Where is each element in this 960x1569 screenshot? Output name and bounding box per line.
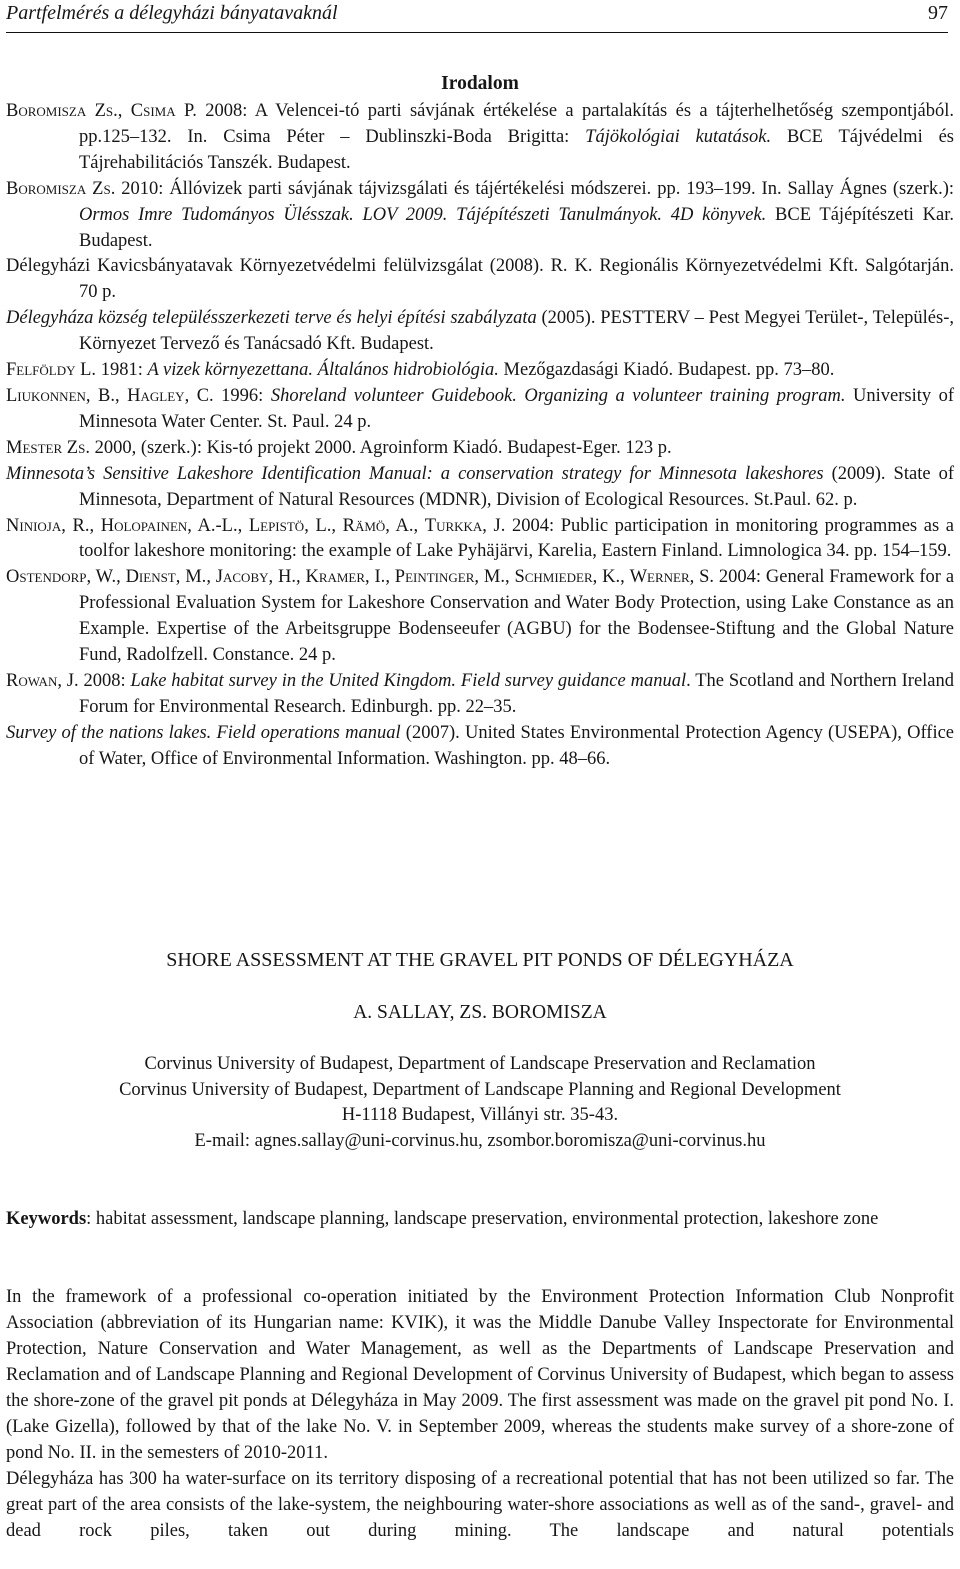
reference-text: , — [620, 567, 630, 588]
reference-text: 2004: General Framework for a Professional Evaluation System for Lakeshore Conservation and Water Body Protection, using Lake Constance as an Example. Expertise of the Arbeitsgruppe Bodenseeufer (AGBU) for the Bodensee-Stiftung and the Global Nature Fund, Radolfzell. Constance. 24 p. — [79, 567, 955, 666]
reference-entry — [6, 514, 954, 566]
running-title: Partfelmérés a délegyházi bányatavaknál — [6, 2, 338, 24]
keywords-text: : habitat assessment, landscape planning, landscape preservation, environmental protection, lakeshore zone — [86, 1209, 879, 1229]
reference-text: , — [89, 515, 101, 536]
reference-italic: Tájökológiai kutatások. — [585, 126, 772, 147]
reference-author: Rämö, A. — [342, 515, 414, 536]
reference-text: 2008: A Velencei-tó parti sávjának értékelése a partalakítás és a tájterhelhetőség szempontjából. pp.125–132. In. Csima Péter – Dublinszki-Boda Brigitta: — [79, 101, 954, 147]
reference-text: 1996: — [213, 385, 271, 406]
reference-text: 2004: Public participation in monitoring programmes as a toolfor lakeshore monitoring: the example of Lake Pyhäjärvi, Karelia, Eastern Finland. Limnologica 34. pp. 154–159. — [79, 515, 954, 562]
reference-entry — [6, 254, 954, 306]
affiliation-block — [0, 1052, 960, 1154]
reference-text: 2008: — [78, 670, 131, 691]
affiliation-1: Corvinus University of Budapest, Department of Landscape Preservation and Reclamation — [144, 1054, 816, 1074]
reference-author: Felföldy L. — [6, 360, 97, 381]
reference-text: , — [206, 567, 216, 588]
reference-entry — [6, 565, 954, 669]
reference-italic: Délegyháza község településszerkezeti terve és helyi építési szabályzata — [6, 308, 537, 329]
reference-entry — [6, 462, 954, 514]
reference-author: Ostendorp, W. — [6, 567, 117, 588]
reference-author: Boromisza Zs. — [6, 101, 118, 121]
reference-italic: Survey of the nations lakes. Field operations manual — [6, 722, 401, 743]
keywords-label: Keywords — [6, 1209, 87, 1229]
reference-entry — [6, 306, 954, 358]
abstract-paragraph-2: Délegyháza has 300 ha water-surface on its territory disposing of a recreational potential that has not been utilized so far. The great part of the area consists of the lake-system, the neighbouring water-shore associations as well as of the sand-, gravel- and dead rock piles, taken out during mining. The landscape and natural potentials — [6, 1469, 954, 1541]
reference-text: . The Scotland and Northern Ireland Forum for Environmental Research. Edinburgh. pp. 22–35. — [79, 670, 955, 717]
english-authors: A. SALLAY, ZS. BOROMISZA — [353, 1002, 607, 1023]
reference-text: , — [295, 567, 306, 588]
reference-author: Peintinger, M. — [394, 567, 505, 588]
reference-text: Mezőgazdasági Kiadó. Budapest. pp. 73–80. — [498, 360, 835, 381]
abstract — [6, 1284, 954, 1544]
reference-author: Werner, S. — [629, 567, 715, 588]
reference-text: , — [115, 385, 128, 406]
reference-entry — [6, 669, 954, 721]
reference-author: Kramer, I. — [305, 567, 386, 588]
reference-text: Délegyházi Kavicsbányatavak Környezetvédelmi felülvizsgálat (2008). R. K. Regionális Környezetvédelmi Kft. Salgótarján. 70 p. — [6, 256, 954, 303]
reference-text: , — [413, 515, 425, 536]
email: E-mail: agnes.sallay@uni-corvinus.hu, zsombor.boromisza@uni-corvinus.hu — [194, 1130, 766, 1151]
reference-author: Turkka, J. — [424, 515, 506, 536]
reference-italic: Minnesota’s Sensitive Lakeshore Identification Manual: a conservation strategy for Minnesota lakeshores — [6, 463, 824, 484]
reference-text: University of Minnesota Water Center. St. Paul. 24 p. — [79, 385, 955, 432]
reference-text: 2010: Állóvizek parti sávjának tájvizsgálati és tájértékelési módszerei. pp. 193–199. In. Sallay Ágnes (szerk.): — [115, 178, 954, 199]
reference-text: , — [331, 515, 343, 536]
reference-text: , — [504, 567, 515, 588]
reference-text: , — [116, 567, 126, 588]
reference-entry — [6, 358, 954, 384]
reference-list — [6, 99, 954, 773]
reference-author: Schmieder, K. — [514, 567, 621, 588]
reference-italic: Ormos Imre Tudományos Ülésszak. LOV 2009. Tájépítészeti Tanulmányok. 4D könyvek. — [79, 204, 767, 225]
english-title: SHORE ASSESSMENT AT THE GRAVEL PIT PONDS OF DÉLEGYHÁZA — [166, 949, 794, 971]
reference-entry — [6, 436, 954, 462]
reference-author: Csima P. — [130, 101, 197, 121]
reference-italic: Shoreland volunteer Guidebook. Organizing a volunteer training program. — [270, 385, 846, 406]
reference-italic: Lake habitat survey in the United Kingdom. Field survey guidance manual — [130, 670, 687, 691]
reference-author: Holopainen, A.-L. — [100, 515, 238, 536]
reference-text: 2000, (szerk.): Kis-tó projekt 2000. Agroinform Kiadó. Budapest-Eger. 123 p. — [89, 437, 672, 458]
reference-text: 1981: — [96, 360, 148, 381]
reference-italic: A vizek környezettana. Általános hidrobiológia. — [147, 360, 499, 381]
reference-author: Dienst, M. — [125, 567, 207, 588]
reference-author: Liukonnen, B. — [6, 385, 116, 406]
reference-author: Rowan, J. — [6, 670, 79, 691]
reference-author: Ninioja, R. — [6, 515, 90, 536]
running-header — [6, 0, 948, 33]
reference-text: , — [117, 101, 131, 121]
reference-author: Lepistö, L. — [248, 515, 332, 536]
reference-entry — [6, 721, 954, 773]
reference-text: BCE Tájépítészeti Kar. Budapest. — [79, 204, 954, 251]
reference-entry — [6, 99, 954, 177]
reference-text: , — [385, 567, 395, 588]
reference-text: (2005). PESTTERV – Pest Megyei Terület-, Település-, Környezet Tervező és Tanácsadó Kft. Budapest. — [79, 308, 954, 355]
reference-entry — [6, 384, 954, 436]
reference-text: (2007). United States Environmental Protection Agency (USEPA), Office of Water, Office of Environmental Information. Washington. pp. 48–66. — [79, 722, 955, 769]
reference-author: Mester Zs. — [6, 437, 90, 458]
reference-text: BCE Tájvédelmi és Tájrehabilitációs Tanszék. Budapest. — [79, 126, 954, 173]
reference-entry — [6, 177, 954, 255]
affiliation-2: Corvinus University of Budapest, Department of Landscape Planning and Regional Development — [119, 1079, 841, 1100]
reference-author: Jacoby, H. — [215, 567, 296, 588]
page-number: 97 — [928, 2, 948, 24]
reference-author: Boromisza Zs. — [6, 178, 116, 199]
reference-text: , — [237, 515, 249, 536]
reference-author: Hagley, C. — [127, 385, 214, 406]
keywords — [6, 1206, 896, 1232]
section-title: Irodalom — [441, 73, 519, 94]
reference-text: (2009). State of Minnesota, Department of Natural Resources (MDNR), Division of Ecological Resources. St.Paul. 62. p. — [79, 463, 954, 510]
address: H-1118 Budapest, Villányi str. 35-43. — [341, 1105, 619, 1126]
abstract-paragraph-1: In the framework of a professional co-operation initiated by the Environment Protection Information Club Nonprofit Association (abbreviation of its Hungarian name: KVIK), it was the Middle Danube Valley Inspectorate for Environmental Protection, Nature Conservation and Water Management, as well as the Departments of Landscape Preservation and Reclamation and of Landscape Planning and Regional Development of Corvinus University of Budapest, which began to assess the shore-zone of the gravel pit ponds at Délegyháza in May 2009. The first assessment was made on the gravel pit pond No. I. (Lake Gizella), followed by that of the lake No. V. in September 2009, whereas the students make survey of a shore-zone of pond No. II. in the semesters of 2010-2011. — [6, 1287, 954, 1463]
